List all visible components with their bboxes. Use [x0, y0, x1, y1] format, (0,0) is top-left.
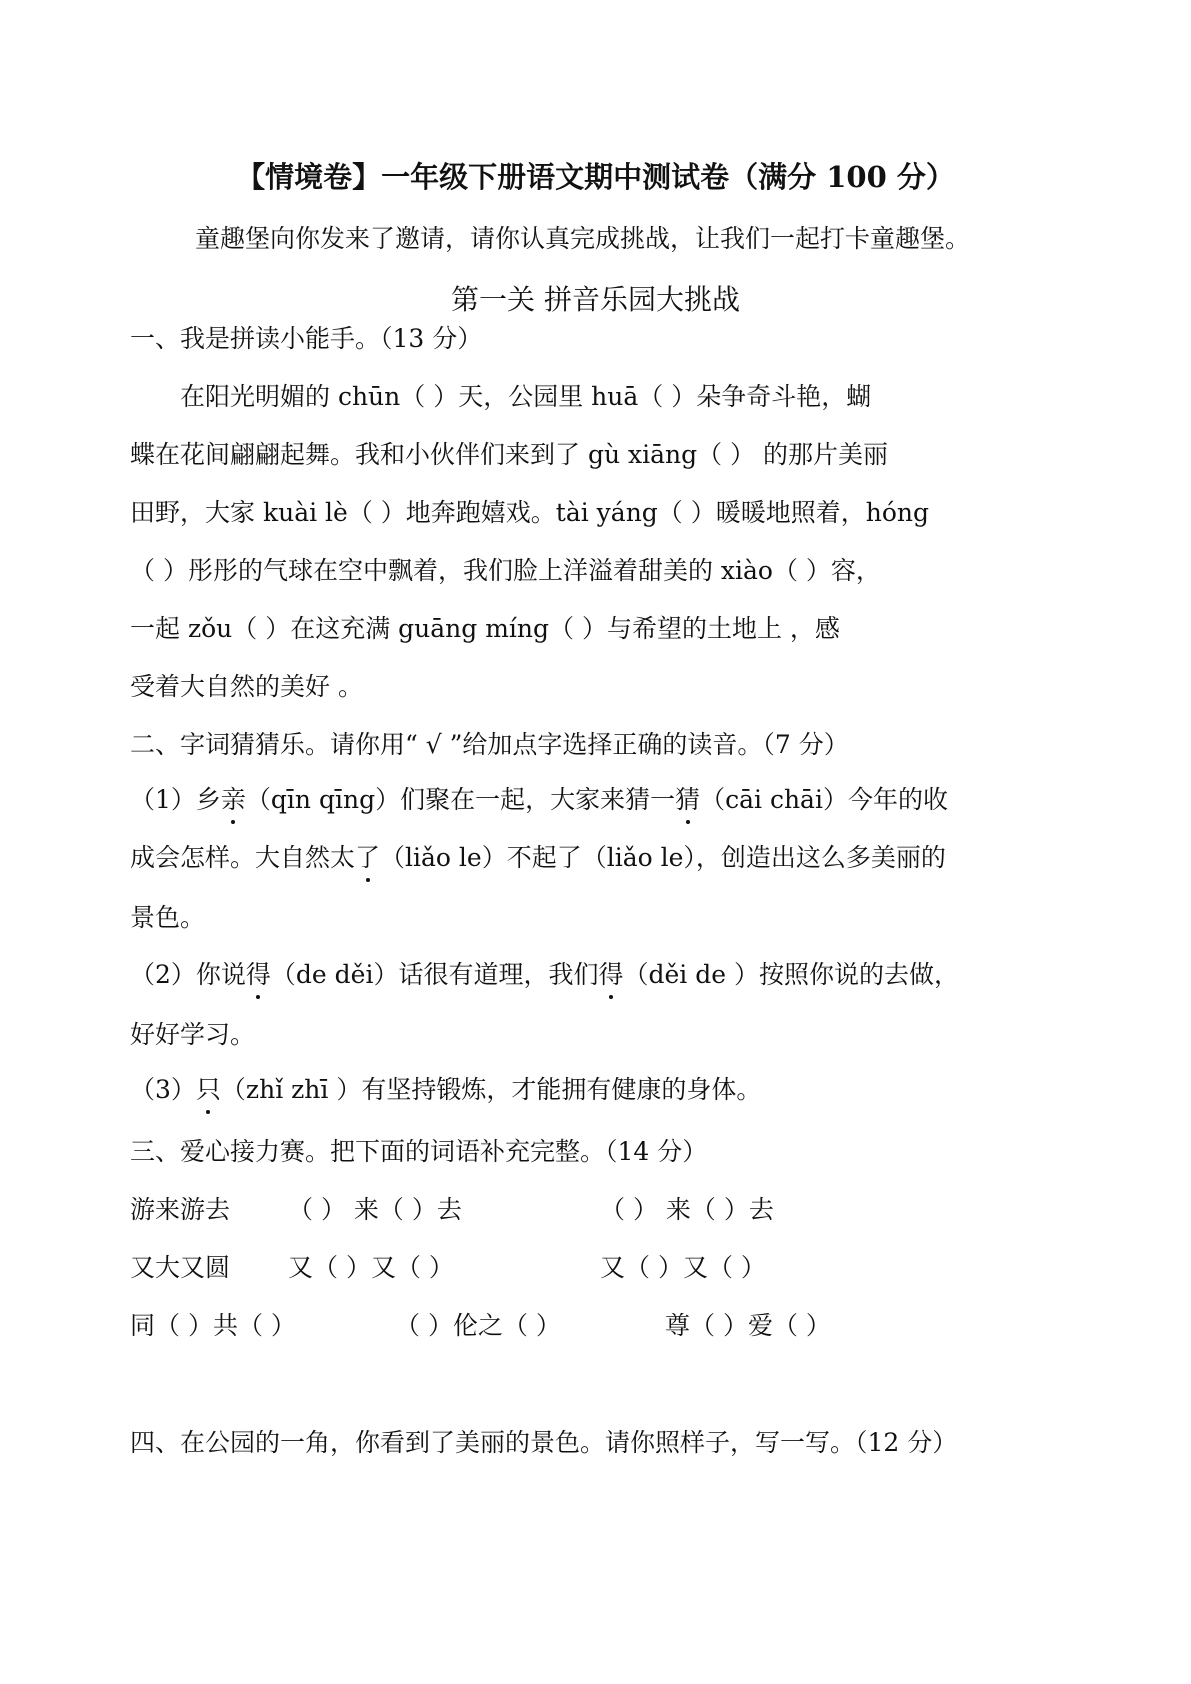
section1-line-2: 蝶在花间翩翩起舞。我和小伙伴们来到了 gù xiāng（ ） 的那片美丽 — [130, 440, 888, 469]
q1-text-c: （cāi chāi）今年的收 — [700, 785, 948, 814]
question-2-1-line-3: 景色。 — [130, 903, 206, 932]
q1-text-d: 成会怎样。大自然太 — [130, 843, 356, 872]
level-heading: 第一关 拼音乐园大挑战 — [451, 283, 740, 316]
dotted-char: 亲 — [221, 783, 246, 817]
dotted-char: 了 — [355, 841, 380, 875]
section3-heading: 三、爱心接力赛。把下面的词语补充完整。（14 分） — [130, 1137, 708, 1166]
section4-heading: 四、在公园的一角，你看到了美丽的景色。请你照样子，写一写。（12 分） — [130, 1428, 958, 1457]
section1-line-6: 受着大自然的美好 。 — [130, 672, 363, 701]
word-row-1-blank-2: （ ） 来（ ）去 — [600, 1195, 774, 1224]
question-2-1-line-2 — [130, 841, 946, 875]
word-row-3-blank-2: （ ）伦之（ ） — [395, 1311, 561, 1340]
word-row-3-blank-1: 同（ ）共（ ） — [130, 1311, 296, 1340]
page-title: 【情境卷】一年级下册语文期中测试卷（满分 100 分） — [236, 160, 955, 194]
dotted-char: 得 — [246, 958, 271, 992]
q2-text-c: （děi de ）按照你说的去做， — [623, 960, 959, 989]
dotted-char: 只 — [196, 1073, 221, 1107]
word-row-1-blank-1: （ ） 来（ ）去 — [288, 1195, 462, 1224]
section1-line-4: （ ）彤彤的气球在空中飘着，我们脸上洋溢着甜美的 xiào（ ）容， — [130, 556, 881, 585]
word-row-2-blank-2: 又（ ）又（ ） — [600, 1253, 766, 1282]
section1-heading: 一、我是拼读小能手。（13 分） — [130, 324, 483, 353]
word-row-3-blank-3: 尊（ ）爱（ ） — [665, 1311, 831, 1340]
dotted-char: 猜 — [675, 783, 700, 817]
word-row-2-blank-1: 又（ ）又（ ） — [288, 1253, 454, 1282]
question-2-2-line-1 — [130, 958, 959, 992]
section1-line-3: 田野，大家 kuài lè（ ）地奔跑嬉戏。tài yáng（ ）暖暖地照着，hóng — [130, 498, 930, 527]
intro-text: 童趣堡向你发来了邀请，请你认真完成挑战，让我们一起打卡童趣堡。 — [195, 224, 971, 253]
question-2-3-line-1 — [130, 1073, 761, 1107]
section2-heading: 二、字词猜猜乐。请你用“ √ ”给加点字选择正确的读音。（7 分） — [130, 730, 849, 759]
question-2-1-line-1 — [130, 783, 948, 817]
question-2-2-line-2: 好好学习。 — [130, 1020, 256, 1049]
section1-line-1: 在阳光明媚的 chūn（ ）天，公园里 huā（ ）朵争奇斗艳，蝴 — [180, 382, 872, 411]
q2-text-a: （2）你说 — [130, 960, 246, 989]
q1-text-e: （liǎo le）不起了（liǎo le），创造出这么多美丽的 — [380, 843, 946, 872]
word-row-2-example: 又大又圆 — [130, 1253, 231, 1282]
q1-text-a: （1）乡 — [130, 785, 221, 814]
q1-text-b: （qīn qīng）们聚在一起，大家来猜一 — [245, 785, 676, 814]
section1-line-5: 一起 zǒu（ ）在这充满 guāng míng（ ）与希望的土地上 ，感 — [130, 614, 840, 643]
q3-text-b: （zhǐ zhī ）有坚持锻炼，才能拥有健康的身体。 — [220, 1075, 762, 1104]
q3-text-a: （3） — [130, 1075, 196, 1104]
q2-text-b: （de děi）话很有道理，我们 — [270, 960, 599, 989]
word-row-1-example: 游来游去 — [130, 1195, 231, 1224]
dotted-char: 得 — [598, 958, 623, 992]
